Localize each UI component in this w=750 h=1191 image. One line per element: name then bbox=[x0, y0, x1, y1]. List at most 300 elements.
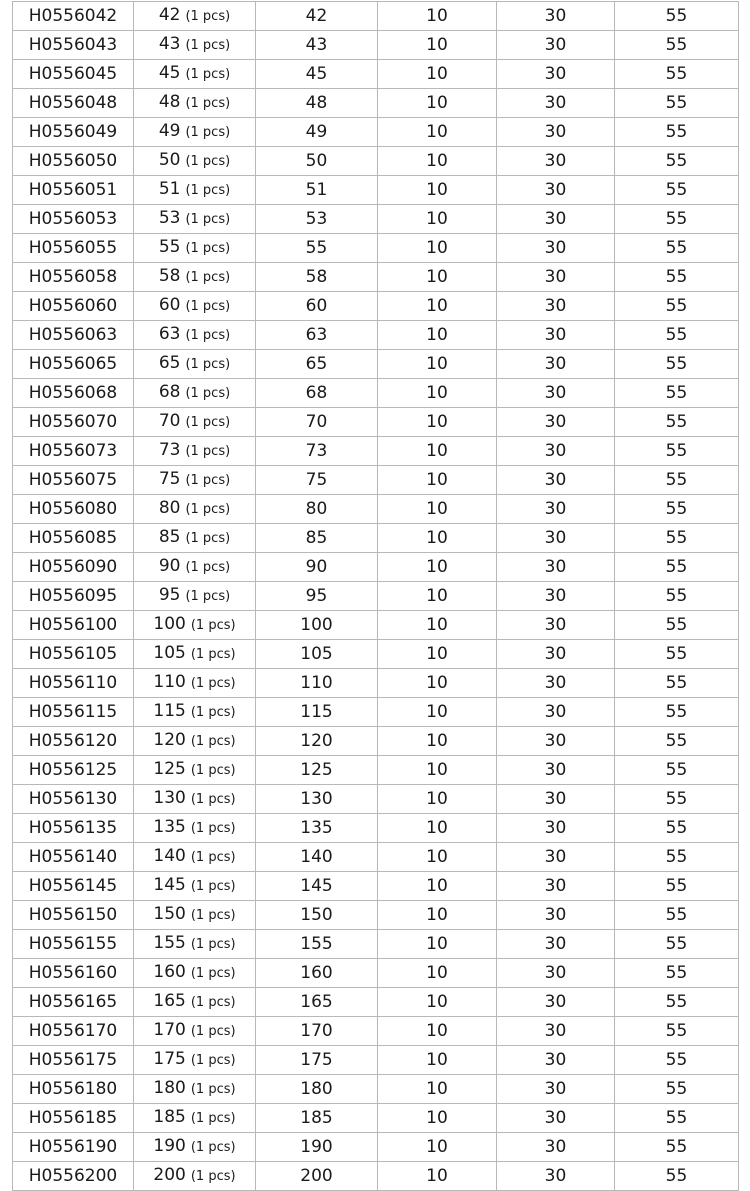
diameter-cell: 110 bbox=[256, 669, 378, 698]
part-code-cell: H0556075 bbox=[13, 466, 134, 495]
size-cell bbox=[134, 1075, 256, 1104]
size-cell bbox=[134, 350, 256, 379]
value-cell-col4: 10 bbox=[378, 814, 497, 843]
size-value: 60 bbox=[158, 295, 181, 315]
part-code-cell: H0556135 bbox=[13, 814, 134, 843]
value-cell-col6: 55 bbox=[615, 1075, 739, 1104]
size-cell bbox=[134, 176, 256, 205]
part-code-cell: H0556058 bbox=[13, 263, 134, 292]
quantity-note: (1 pcs) bbox=[185, 125, 231, 140]
value-cell-col5: 30 bbox=[497, 2, 615, 31]
diameter-cell: 95 bbox=[256, 582, 378, 611]
value-cell-col5: 30 bbox=[497, 930, 615, 959]
diameter-cell: 115 bbox=[256, 698, 378, 727]
value-cell-col5: 30 bbox=[497, 727, 615, 756]
part-code-cell: H0556100 bbox=[13, 611, 134, 640]
quantity-note: (1 pcs) bbox=[190, 1024, 236, 1039]
table-row bbox=[13, 872, 739, 901]
table-row bbox=[13, 205, 739, 234]
quantity-note: (1 pcs) bbox=[185, 386, 231, 401]
diameter-cell: 190 bbox=[256, 1133, 378, 1162]
diameter-cell: 53 bbox=[256, 205, 378, 234]
quantity-note: (1 pcs) bbox=[185, 270, 231, 285]
part-code-cell: H0556055 bbox=[13, 234, 134, 263]
value-cell-col5: 30 bbox=[497, 495, 615, 524]
value-cell-col4: 10 bbox=[378, 263, 497, 292]
value-cell-col4: 10 bbox=[378, 466, 497, 495]
value-cell-col4: 10 bbox=[378, 292, 497, 321]
value-cell-col6: 55 bbox=[615, 872, 739, 901]
value-cell-col6: 55 bbox=[615, 437, 739, 466]
table-row bbox=[13, 1046, 739, 1075]
diameter-cell: 45 bbox=[256, 60, 378, 89]
part-code-cell: H0556155 bbox=[13, 930, 134, 959]
table-row bbox=[13, 466, 739, 495]
value-cell-col6: 55 bbox=[615, 553, 739, 582]
size-value: 48 bbox=[158, 92, 181, 112]
table-row bbox=[13, 582, 739, 611]
value-cell-col6: 55 bbox=[615, 379, 739, 408]
diameter-cell: 55 bbox=[256, 234, 378, 263]
value-cell-col6: 55 bbox=[615, 611, 739, 640]
size-value: 95 bbox=[158, 585, 181, 605]
value-cell-col5: 30 bbox=[497, 814, 615, 843]
value-cell-col4: 10 bbox=[378, 1133, 497, 1162]
table-row bbox=[13, 698, 739, 727]
value-cell-col4: 10 bbox=[378, 553, 497, 582]
value-cell-col6: 55 bbox=[615, 901, 739, 930]
part-code-cell: H0556070 bbox=[13, 408, 134, 437]
part-code-cell: H0556050 bbox=[13, 147, 134, 176]
value-cell-col5: 30 bbox=[497, 118, 615, 147]
value-cell-col5: 30 bbox=[497, 669, 615, 698]
quantity-note: (1 pcs) bbox=[185, 502, 231, 517]
value-cell-col4: 10 bbox=[378, 350, 497, 379]
quantity-note: (1 pcs) bbox=[185, 473, 231, 488]
value-cell-col6: 55 bbox=[615, 698, 739, 727]
size-value: 65 bbox=[158, 353, 181, 373]
size-value: 50 bbox=[158, 150, 181, 170]
quantity-note: (1 pcs) bbox=[190, 908, 236, 923]
value-cell-col4: 10 bbox=[378, 1075, 497, 1104]
part-code-cell: H0556150 bbox=[13, 901, 134, 930]
size-value: 58 bbox=[158, 266, 181, 286]
part-code-cell: H0556048 bbox=[13, 89, 134, 118]
diameter-cell: 65 bbox=[256, 350, 378, 379]
value-cell-col5: 30 bbox=[497, 1162, 615, 1191]
value-cell-col6: 55 bbox=[615, 959, 739, 988]
quantity-note: (1 pcs) bbox=[190, 850, 236, 865]
value-cell-col5: 30 bbox=[497, 466, 615, 495]
diameter-cell: 130 bbox=[256, 785, 378, 814]
diameter-cell: 120 bbox=[256, 727, 378, 756]
quantity-note: (1 pcs) bbox=[190, 1169, 236, 1184]
part-code-cell: H0556049 bbox=[13, 118, 134, 147]
size-cell bbox=[134, 31, 256, 60]
value-cell-col6: 55 bbox=[615, 321, 739, 350]
part-code-cell: H0556060 bbox=[13, 292, 134, 321]
value-cell-col6: 55 bbox=[615, 1133, 739, 1162]
quantity-note: (1 pcs) bbox=[190, 966, 236, 981]
value-cell-col5: 30 bbox=[497, 147, 615, 176]
value-cell-col4: 10 bbox=[378, 60, 497, 89]
table-row bbox=[13, 147, 739, 176]
table-row bbox=[13, 814, 739, 843]
size-cell bbox=[134, 669, 256, 698]
value-cell-col6: 55 bbox=[615, 408, 739, 437]
part-code-cell: H0556043 bbox=[13, 31, 134, 60]
size-value: 45 bbox=[158, 63, 181, 83]
table-row bbox=[13, 553, 739, 582]
value-cell-col4: 10 bbox=[378, 843, 497, 872]
size-cell bbox=[134, 1046, 256, 1075]
size-cell bbox=[134, 234, 256, 263]
size-value: 165 bbox=[153, 991, 186, 1011]
quantity-note: (1 pcs) bbox=[185, 589, 231, 604]
table-row bbox=[13, 756, 739, 785]
size-cell bbox=[134, 553, 256, 582]
value-cell-col4: 10 bbox=[378, 524, 497, 553]
value-cell-col5: 30 bbox=[497, 611, 615, 640]
table-row bbox=[13, 930, 739, 959]
size-cell bbox=[134, 814, 256, 843]
part-code-cell: H0556180 bbox=[13, 1075, 134, 1104]
value-cell-col4: 10 bbox=[378, 89, 497, 118]
value-cell-col4: 10 bbox=[378, 2, 497, 31]
diameter-cell: 75 bbox=[256, 466, 378, 495]
quantity-note: (1 pcs) bbox=[185, 444, 231, 459]
value-cell-col4: 10 bbox=[378, 1104, 497, 1133]
size-cell bbox=[134, 582, 256, 611]
size-cell bbox=[134, 640, 256, 669]
size-cell bbox=[134, 959, 256, 988]
size-value: 140 bbox=[153, 846, 186, 866]
value-cell-col4: 10 bbox=[378, 118, 497, 147]
table-row bbox=[13, 901, 739, 930]
diameter-cell: 105 bbox=[256, 640, 378, 669]
quantity-note: (1 pcs) bbox=[190, 879, 236, 894]
size-value: 51 bbox=[158, 179, 181, 199]
size-value: 63 bbox=[158, 324, 181, 344]
size-cell bbox=[134, 2, 256, 31]
value-cell-col6: 55 bbox=[615, 843, 739, 872]
value-cell-col4: 10 bbox=[378, 31, 497, 60]
size-value: 68 bbox=[158, 382, 181, 402]
size-cell bbox=[134, 1133, 256, 1162]
value-cell-col4: 10 bbox=[378, 901, 497, 930]
diameter-cell: 90 bbox=[256, 553, 378, 582]
quantity-note: (1 pcs) bbox=[185, 328, 231, 343]
value-cell-col5: 30 bbox=[497, 959, 615, 988]
value-cell-col5: 30 bbox=[497, 292, 615, 321]
size-cell bbox=[134, 1104, 256, 1133]
value-cell-col5: 30 bbox=[497, 988, 615, 1017]
value-cell-col6: 55 bbox=[615, 930, 739, 959]
table-row bbox=[13, 524, 739, 553]
quantity-note: (1 pcs) bbox=[190, 792, 236, 807]
table-row bbox=[13, 1104, 739, 1133]
value-cell-col5: 30 bbox=[497, 1017, 615, 1046]
diameter-cell: 68 bbox=[256, 379, 378, 408]
quantity-note: (1 pcs) bbox=[190, 1082, 236, 1097]
value-cell-col6: 55 bbox=[615, 727, 739, 756]
diameter-cell: 85 bbox=[256, 524, 378, 553]
value-cell-col5: 30 bbox=[497, 1104, 615, 1133]
diameter-cell: 170 bbox=[256, 1017, 378, 1046]
value-cell-col6: 55 bbox=[615, 176, 739, 205]
quantity-note: (1 pcs) bbox=[185, 241, 231, 256]
value-cell-col5: 30 bbox=[497, 1046, 615, 1075]
value-cell-col5: 30 bbox=[497, 698, 615, 727]
table-row bbox=[13, 2, 739, 31]
size-cell bbox=[134, 321, 256, 350]
value-cell-col4: 10 bbox=[378, 611, 497, 640]
size-value: 180 bbox=[153, 1078, 186, 1098]
diameter-cell: 140 bbox=[256, 843, 378, 872]
quantity-note: (1 pcs) bbox=[185, 67, 231, 82]
value-cell-col4: 10 bbox=[378, 988, 497, 1017]
size-value: 70 bbox=[158, 411, 181, 431]
size-cell bbox=[134, 785, 256, 814]
value-cell-col4: 10 bbox=[378, 756, 497, 785]
part-code-cell: H0556120 bbox=[13, 727, 134, 756]
size-value: 80 bbox=[158, 498, 181, 518]
part-code-cell: H0556073 bbox=[13, 437, 134, 466]
table-row bbox=[13, 176, 739, 205]
value-cell-col6: 55 bbox=[615, 785, 739, 814]
table-row bbox=[13, 263, 739, 292]
quantity-note: (1 pcs) bbox=[190, 1111, 236, 1126]
size-value: 53 bbox=[158, 208, 181, 228]
quantity-note: (1 pcs) bbox=[190, 1053, 236, 1068]
part-code-cell: H0556045 bbox=[13, 60, 134, 89]
part-code-cell: H0556080 bbox=[13, 495, 134, 524]
size-value: 135 bbox=[153, 817, 186, 837]
value-cell-col6: 55 bbox=[615, 524, 739, 553]
value-cell-col4: 10 bbox=[378, 582, 497, 611]
value-cell-col4: 10 bbox=[378, 872, 497, 901]
part-code-cell: H0556175 bbox=[13, 1046, 134, 1075]
size-value: 160 bbox=[153, 962, 186, 982]
size-cell bbox=[134, 408, 256, 437]
value-cell-col6: 55 bbox=[615, 263, 739, 292]
size-cell bbox=[134, 843, 256, 872]
size-cell bbox=[134, 379, 256, 408]
value-cell-col6: 55 bbox=[615, 1046, 739, 1075]
size-cell bbox=[134, 524, 256, 553]
value-cell-col5: 30 bbox=[497, 640, 615, 669]
diameter-cell: 60 bbox=[256, 292, 378, 321]
size-cell bbox=[134, 437, 256, 466]
value-cell-col5: 30 bbox=[497, 60, 615, 89]
size-value: 90 bbox=[158, 556, 181, 576]
part-code-cell: H0556110 bbox=[13, 669, 134, 698]
value-cell-col4: 10 bbox=[378, 408, 497, 437]
size-cell bbox=[134, 727, 256, 756]
quantity-note: (1 pcs) bbox=[190, 647, 236, 662]
table-row bbox=[13, 727, 739, 756]
value-cell-col5: 30 bbox=[497, 553, 615, 582]
table-row bbox=[13, 118, 739, 147]
part-code-cell: H0556065 bbox=[13, 350, 134, 379]
quantity-note: (1 pcs) bbox=[190, 937, 236, 952]
value-cell-col5: 30 bbox=[497, 31, 615, 60]
diameter-cell: 200 bbox=[256, 1162, 378, 1191]
part-code-cell: H0556165 bbox=[13, 988, 134, 1017]
value-cell-col4: 10 bbox=[378, 669, 497, 698]
part-code-cell: H0556095 bbox=[13, 582, 134, 611]
size-value: 125 bbox=[153, 759, 186, 779]
size-cell bbox=[134, 292, 256, 321]
value-cell-col5: 30 bbox=[497, 437, 615, 466]
size-value: 175 bbox=[153, 1049, 186, 1069]
quantity-note: (1 pcs) bbox=[185, 212, 231, 227]
diameter-cell: 175 bbox=[256, 1046, 378, 1075]
diameter-cell: 135 bbox=[256, 814, 378, 843]
value-cell-col4: 10 bbox=[378, 437, 497, 466]
size-cell bbox=[134, 495, 256, 524]
value-cell-col4: 10 bbox=[378, 1162, 497, 1191]
quantity-note: (1 pcs) bbox=[190, 995, 236, 1010]
part-code-cell: H0556160 bbox=[13, 959, 134, 988]
size-cell bbox=[134, 901, 256, 930]
size-value: 55 bbox=[158, 237, 181, 257]
table-row bbox=[13, 89, 739, 118]
table-row bbox=[13, 437, 739, 466]
value-cell-col6: 55 bbox=[615, 205, 739, 234]
value-cell-col5: 30 bbox=[497, 234, 615, 263]
value-cell-col6: 55 bbox=[615, 814, 739, 843]
part-code-cell: H0556170 bbox=[13, 1017, 134, 1046]
part-code-cell: H0556190 bbox=[13, 1133, 134, 1162]
size-value: 110 bbox=[153, 672, 186, 692]
value-cell-col6: 55 bbox=[615, 1162, 739, 1191]
value-cell-col6: 55 bbox=[615, 1017, 739, 1046]
value-cell-col5: 30 bbox=[497, 785, 615, 814]
value-cell-col6: 55 bbox=[615, 292, 739, 321]
table-row bbox=[13, 234, 739, 263]
part-code-cell: H0556090 bbox=[13, 553, 134, 582]
size-value: 43 bbox=[158, 34, 181, 54]
diameter-cell: 100 bbox=[256, 611, 378, 640]
part-code-cell: H0556125 bbox=[13, 756, 134, 785]
quantity-note: (1 pcs) bbox=[185, 299, 231, 314]
diameter-cell: 58 bbox=[256, 263, 378, 292]
part-code-cell: H0556063 bbox=[13, 321, 134, 350]
diameter-cell: 80 bbox=[256, 495, 378, 524]
value-cell-col5: 30 bbox=[497, 263, 615, 292]
part-code-cell: H0556185 bbox=[13, 1104, 134, 1133]
size-cell bbox=[134, 263, 256, 292]
size-value: 49 bbox=[158, 121, 181, 141]
part-code-cell: H0556105 bbox=[13, 640, 134, 669]
size-value: 85 bbox=[158, 527, 181, 547]
value-cell-col5: 30 bbox=[497, 408, 615, 437]
value-cell-col4: 10 bbox=[378, 727, 497, 756]
size-cell bbox=[134, 1162, 256, 1191]
diameter-cell: 43 bbox=[256, 31, 378, 60]
size-cell bbox=[134, 89, 256, 118]
table-row bbox=[13, 669, 739, 698]
size-value: 150 bbox=[153, 904, 186, 924]
value-cell-col6: 55 bbox=[615, 89, 739, 118]
diameter-cell: 180 bbox=[256, 1075, 378, 1104]
value-cell-col6: 55 bbox=[615, 582, 739, 611]
size-value: 200 bbox=[153, 1165, 186, 1185]
quantity-note: (1 pcs) bbox=[190, 1140, 236, 1155]
table-row bbox=[13, 785, 739, 814]
diameter-cell: 73 bbox=[256, 437, 378, 466]
part-code-cell: H0556051 bbox=[13, 176, 134, 205]
diameter-cell: 48 bbox=[256, 89, 378, 118]
value-cell-col5: 30 bbox=[497, 843, 615, 872]
diameter-cell: 49 bbox=[256, 118, 378, 147]
table-row bbox=[13, 495, 739, 524]
value-cell-col6: 55 bbox=[615, 31, 739, 60]
value-cell-col6: 55 bbox=[615, 669, 739, 698]
value-cell-col5: 30 bbox=[497, 89, 615, 118]
value-cell-col6: 55 bbox=[615, 756, 739, 785]
diameter-cell: 160 bbox=[256, 959, 378, 988]
value-cell-col6: 55 bbox=[615, 60, 739, 89]
value-cell-col5: 30 bbox=[497, 379, 615, 408]
size-value: 73 bbox=[158, 440, 181, 460]
diameter-cell: 150 bbox=[256, 901, 378, 930]
quantity-note: (1 pcs) bbox=[190, 705, 236, 720]
size-value: 185 bbox=[153, 1107, 186, 1127]
table-row bbox=[13, 60, 739, 89]
part-code-cell: H0556053 bbox=[13, 205, 134, 234]
value-cell-col4: 10 bbox=[378, 379, 497, 408]
value-cell-col4: 10 bbox=[378, 785, 497, 814]
value-cell-col4: 10 bbox=[378, 205, 497, 234]
value-cell-col6: 55 bbox=[615, 640, 739, 669]
value-cell-col4: 10 bbox=[378, 147, 497, 176]
value-cell-col6: 55 bbox=[615, 2, 739, 31]
value-cell-col4: 10 bbox=[378, 234, 497, 263]
value-cell-col5: 30 bbox=[497, 321, 615, 350]
quantity-note: (1 pcs) bbox=[190, 763, 236, 778]
table-row bbox=[13, 988, 739, 1017]
value-cell-col6: 55 bbox=[615, 466, 739, 495]
value-cell-col5: 30 bbox=[497, 1133, 615, 1162]
value-cell-col5: 30 bbox=[497, 176, 615, 205]
value-cell-col6: 55 bbox=[615, 234, 739, 263]
quantity-note: (1 pcs) bbox=[185, 531, 231, 546]
table-row bbox=[13, 611, 739, 640]
value-cell-col5: 30 bbox=[497, 205, 615, 234]
table-row bbox=[13, 31, 739, 60]
diameter-cell: 125 bbox=[256, 756, 378, 785]
size-value: 100 bbox=[153, 614, 186, 634]
spec-table bbox=[12, 1, 739, 1191]
size-value: 145 bbox=[153, 875, 186, 895]
spec-table-body bbox=[13, 2, 739, 1191]
value-cell-col5: 30 bbox=[497, 582, 615, 611]
quantity-note: (1 pcs) bbox=[185, 154, 231, 169]
quantity-note: (1 pcs) bbox=[190, 821, 236, 836]
value-cell-col5: 30 bbox=[497, 350, 615, 379]
value-cell-col4: 10 bbox=[378, 176, 497, 205]
diameter-cell: 145 bbox=[256, 872, 378, 901]
size-value: 42 bbox=[158, 5, 181, 25]
size-cell bbox=[134, 147, 256, 176]
size-cell bbox=[134, 698, 256, 727]
value-cell-col4: 10 bbox=[378, 698, 497, 727]
value-cell-col6: 55 bbox=[615, 1104, 739, 1133]
quantity-note: (1 pcs) bbox=[185, 560, 231, 575]
table-row bbox=[13, 408, 739, 437]
